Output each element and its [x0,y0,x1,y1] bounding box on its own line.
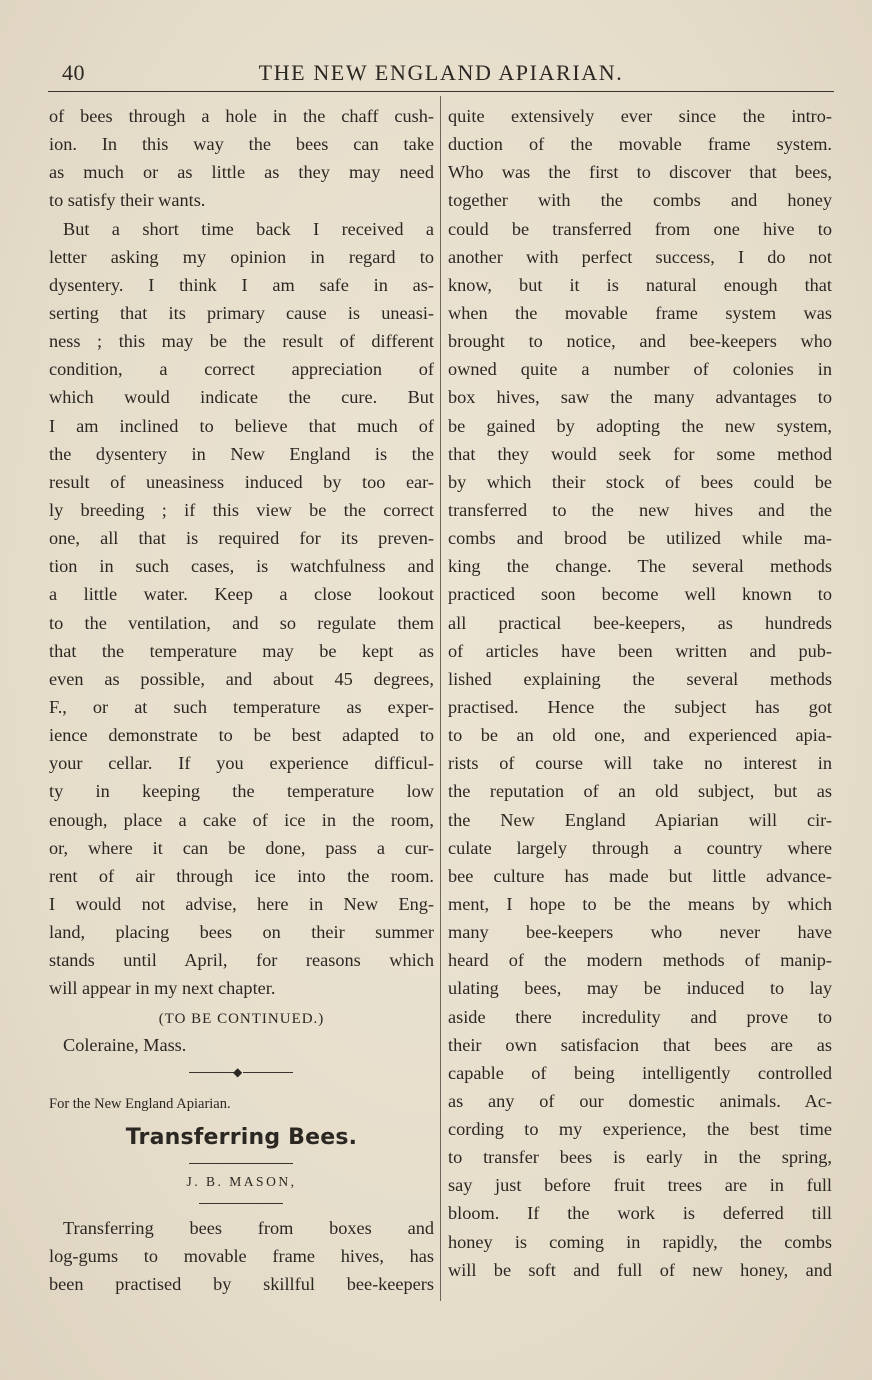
ornament-rule-right [243,1072,293,1073]
text-line: ience demonstrate to be best adapted to [49,725,434,746]
text-line: I would not advise, here in New Eng- [49,893,434,914]
text-line: know, but it is natural enough that [448,274,832,295]
text-line: box hives, saw the many advantages to [448,387,832,408]
text-line: Who was the first to discover that bees, [448,162,832,183]
text-line: that the temperature may be kept as [49,640,434,661]
text-line: ment, I hope to be the means by which [448,893,832,914]
text-line: another with perfect success, I do not [448,246,832,267]
text-line: land, placing bees on their summer [49,922,434,943]
text-line: owned quite a number of colonies in [448,359,832,380]
text-line: that they would seek for some method [448,443,832,464]
text-line: culate largely through a country where [448,837,832,858]
text-line: will appear in my next chapter. [49,978,276,999]
text-line: by which their stock of bees could be [448,471,832,492]
text-line: F., or at such temperature as exper- [49,696,434,717]
text-line: combs and brood be utilized while ma- [448,528,832,549]
continued-paragraph [49,102,434,215]
text-line: could be transferred from one hive to [448,218,832,239]
text-line: many bee-keepers who never have [448,922,832,943]
text-line: log-gums to movable frame hives, has [49,1245,434,1266]
text-line: I am inclined to believe that much of [49,415,434,436]
section-ornament [49,1059,434,1087]
text-line: dysentery. I think I am safe in as- [49,274,434,295]
text-line: as much or as little as they may need [49,162,434,183]
text-line: cording to my experience, the best time [448,1119,832,1140]
text-line: ly breeding ; if this view be the correct [49,499,434,520]
text-line: enough, place a cake of ice in the room, [49,809,434,830]
page-number: 40 [62,60,85,85]
text-line: to satisfy their wants. [49,190,206,211]
text-line: Transferring bees from boxes and [63,1217,434,1238]
text-line: king the change. The several methods [448,556,832,577]
text-line: even as possible, and about 45 degrees, [49,668,434,689]
text-line: ness ; this may be the result of different [49,331,434,352]
text-line: the New England Apiarian will cir- [448,809,832,830]
text-line: result of uneasiness induced by too ear- [49,471,434,492]
text-line: rent of air through ice into the room. [49,865,434,886]
dysentery-paragraph [49,215,434,1003]
text-line: capable of being intelligently controlled [448,1062,832,1083]
signoff-location: Coleraine, Mass. [63,1034,187,1055]
text-line: condition, a correct appreciation of [49,359,434,380]
article-continuation [448,102,832,1284]
text-line: quite extensively ever since the intro- [448,106,832,126]
running-head: THE NEW ENGLAND APIARIAN. [258,60,624,85]
article-author: J. B. MASON, [186,1173,297,1189]
article-opening [49,1214,434,1298]
text-line: say just before fruit trees are in full [448,1175,832,1196]
text-line: stands until April, for reasons which [49,950,434,971]
text-line: duction of the movable frame system. [448,134,832,155]
text-line: or, where it can be done, pass a cur- [49,837,434,858]
text-line: tion in such cases, is watchfulness and [49,556,434,577]
text-line: one, all that is required for its preven- [49,528,434,549]
header-rule [48,91,834,92]
diamond-icon: ◆ [233,1064,243,1079]
text-line: will be soft and full of new honey, and [448,1259,832,1280]
text-line: your cellar. If you experience difficul- [49,753,434,774]
text-line: letter asking my opinion in regard to [49,246,434,267]
text-line: bee culture has made but little advance- [448,865,832,886]
text-line: when the movable frame system was [448,302,832,323]
page-header [48,58,834,92]
text-line: the dysentery in New England is the [49,443,434,464]
source-line: For the New England Apiarian. [49,1095,231,1112]
text-line: to the ventilation, and so regulate them [49,612,434,633]
right-column [448,102,832,1284]
text-line: as any of our domestic animals. Ac- [448,1090,832,1111]
text-line: be gained by adopting the new system, [448,415,832,436]
text-line: lished explaining the several methods [448,668,832,689]
text-line: practised. Hence the subject has got [448,696,832,717]
to-be-continued-note: (TO BE CONTINUED.) [158,1010,325,1027]
text-line: rists of course will take no interest in [448,753,832,774]
text-line: together with the combs and honey [448,190,832,211]
text-line: aside there incredulity and prove to [448,1006,832,1027]
article-title: Transferring Bees. [125,1124,358,1150]
text-line: to be an old one, and experienced apia- [448,725,832,746]
text-line: ulating bees, may be induced to lay [448,978,832,999]
text-line: all practical bee-keepers, as hundreds [448,612,832,633]
ornament-rule-left [189,1072,235,1073]
text-line: transferred to the new hives and the [448,499,832,520]
text-line: honey is coming in rapidly, the combs [448,1231,832,1252]
text-line: ty in keeping the temperature low [49,781,434,802]
text-line: ion. In this way the bees can take [49,134,434,155]
left-column [49,102,434,1298]
title-rule [49,1158,434,1168]
author-rule [49,1196,434,1208]
text-line: serting that its primary cause is uneasi- [49,302,434,323]
text-line: of bees through a hole in the chaff cush- [49,106,434,126]
text-line: heard of the modern methods of manip- [448,950,832,971]
text-line: of articles have been written and pub- [448,640,832,661]
text-line: bloom. If the work is deferred till [448,1203,832,1224]
text-line: which would indicate the cure. But [49,387,434,408]
column-divider [440,96,441,1301]
text-line: been practised by skillful bee-keepers [49,1274,434,1295]
text-line: their own satisfacion that bees are as [448,1034,832,1055]
text-line: a little water. Keep a close lookout [49,584,434,605]
text-line: practiced soon become well known to [448,584,832,605]
text-line: brought to notice, and bee-keepers who [448,331,832,352]
text-line: the reputation of an old subject, but as [448,781,832,802]
text-line: But a short time back I received a [63,218,434,239]
text-line: to transfer bees is early in the spring, [448,1147,832,1168]
